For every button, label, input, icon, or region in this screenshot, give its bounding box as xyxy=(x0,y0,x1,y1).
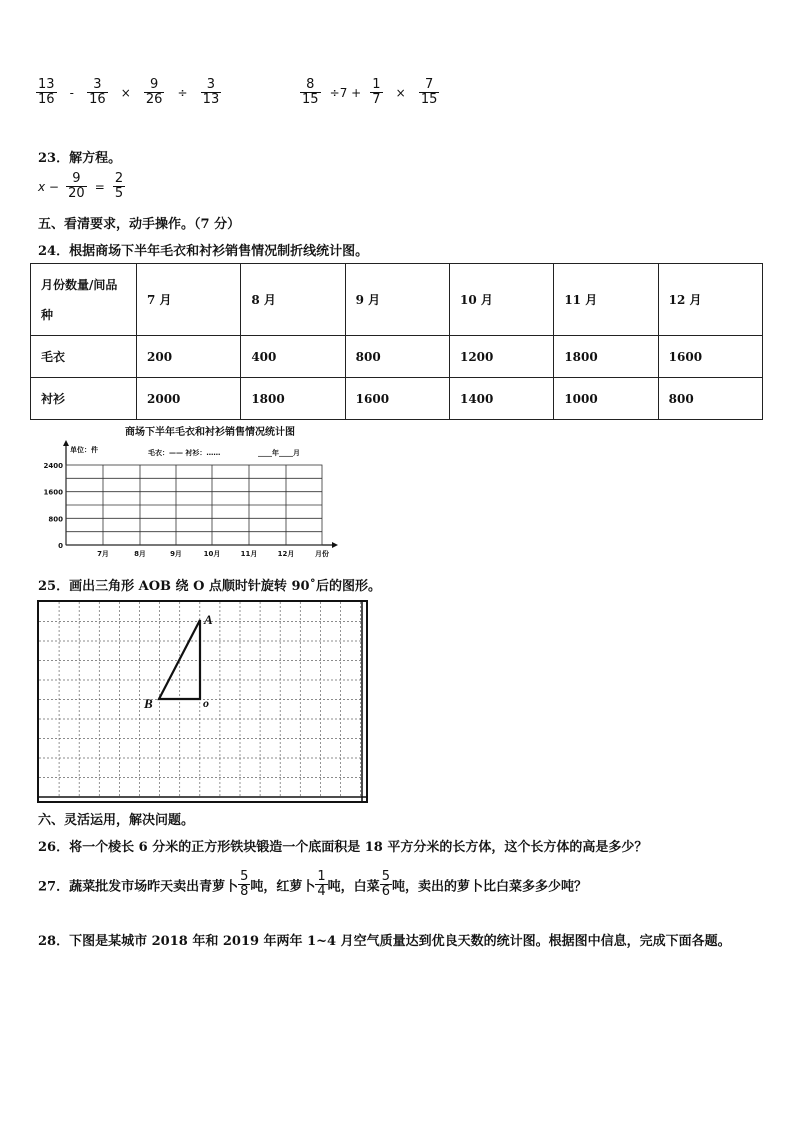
month-header: 11 月 xyxy=(554,264,658,336)
label-b: B xyxy=(144,696,153,711)
row-label: 衬衫 xyxy=(31,378,137,420)
table-cell: 1800 xyxy=(241,378,345,420)
rotation-grid xyxy=(37,600,369,804)
x-tick-label: 8月 xyxy=(134,550,146,558)
x-axis-unit: 月份 xyxy=(315,550,329,558)
label-a: A xyxy=(204,612,213,627)
label-o: o xyxy=(203,696,209,710)
table-cell: 1800 xyxy=(554,336,658,378)
table-cell: 200 xyxy=(137,336,241,378)
fraction: $\frac{1}{4}$ xyxy=(317,869,326,900)
fraction: $\frac{9}{20}$ xyxy=(68,171,85,202)
table-corner-cell: 月份数量/间品种 xyxy=(31,264,137,336)
question-28: 28．下图是某城市 2018 年和 2019 年两年 1~4 月空气质量达到优良天数的统计图。根据图中信息，完成下面各题。 xyxy=(38,934,731,949)
question-26: 26．将一个棱长 6 分米的正方形铁块锻造一个底面积是 18 平方分米的长方体，这个长方体的高是多少？ xyxy=(38,840,648,855)
table-cell: 400 xyxy=(241,336,345,378)
expression-1: $\frac{13}{16}$ - $\frac{3}{16}$ × $\frac{9}{26}$ ÷ $\frac{3}{13}$ xyxy=(38,77,220,108)
x-tick-label: 12月 xyxy=(277,550,295,558)
fraction: $\frac{5}{8}$ xyxy=(240,869,249,900)
fraction: $\frac{1}{7}$ xyxy=(372,77,381,108)
table-row xyxy=(31,336,763,378)
y-tick-label: 800 xyxy=(48,515,63,524)
month-header: 9 月 xyxy=(345,264,449,336)
table-cell: 1000 xyxy=(554,378,658,420)
y-axis-arrow xyxy=(63,440,69,446)
table-cell: 1400 xyxy=(449,378,553,420)
table-cell: 1600 xyxy=(658,336,762,378)
fraction: $\frac{9}{26}$ xyxy=(145,77,163,108)
x-tick-labels xyxy=(97,549,329,558)
section-6-heading: 六、灵活运用，解决问题。 xyxy=(38,813,195,828)
month-header: 10 月 xyxy=(449,264,553,336)
table-header-row xyxy=(31,264,763,336)
y-tick-labels xyxy=(44,462,64,550)
month-header: 12 月 xyxy=(658,264,762,336)
equation: x − $\frac{9}{20}$ = $\frac{2}{5}$ xyxy=(38,171,124,202)
fraction: $\frac{3}{13}$ xyxy=(202,77,220,108)
chart-date-blank: ____年____月 xyxy=(258,449,300,457)
table-cell: 800 xyxy=(345,336,449,378)
table-row xyxy=(31,378,763,420)
fraction: $\frac{5}{6}$ xyxy=(381,869,390,900)
fraction: $\frac{3}{16}$ xyxy=(89,77,106,108)
table-cell: 1600 xyxy=(345,378,449,420)
sales-table xyxy=(30,263,763,420)
x-axis-arrow xyxy=(332,542,338,548)
chart-legend: 毛衣：—— 衬衫：…… xyxy=(148,449,221,457)
month-header: 8 月 xyxy=(241,264,345,336)
table-cell: 800 xyxy=(658,378,762,420)
question-23-title: 23．解方程。 xyxy=(38,151,122,166)
fraction: $\frac{8}{15}$ xyxy=(302,77,319,108)
question-27: 27．蔬菜批发市场昨天卖出青萝卜 $\frac{5}{8}$ 吨，红萝卜 $\frac{1}{4}$ 吨，白菜 $\frac{5}{6}$ 吨，卖出的萝卜比白菜多多少吨？ xyxy=(38,869,587,900)
y-tick-label: 2400 xyxy=(43,462,63,470)
x-tick-label: 7月 xyxy=(97,550,109,558)
fraction: $\frac{7}{15}$ xyxy=(420,77,438,108)
table-cell: 1200 xyxy=(449,336,553,378)
chart-title: 商场下半年毛衣和衬衫销售情况统计图 xyxy=(125,427,295,438)
x-tick-label: 10月 xyxy=(203,550,221,558)
y-tick-label: 1600 xyxy=(43,488,63,497)
question-24-title: 24．根据商场下半年毛衣和衬衫销售情况制折线统计图。 xyxy=(38,244,369,259)
table-cell: 2000 xyxy=(137,378,241,420)
row-label: 毛衣 xyxy=(31,336,137,378)
fraction: $\frac{13}{16}$ xyxy=(38,77,55,108)
section-5-heading: 五、看清要求，动手操作。（7 分） xyxy=(38,217,241,232)
x-tick-label: 9月 xyxy=(170,550,182,558)
chart-unit-label: 单位：件 xyxy=(70,446,98,454)
blank-line-chart xyxy=(30,422,350,562)
fraction: $\frac{2}{5}$ xyxy=(114,171,124,202)
question-25-title: 25．画出三角形 AOB 绕 O 点顺时针旋转 90˚后的图形。 xyxy=(38,579,382,594)
y-tick-label: 0 xyxy=(58,542,63,550)
x-tick-label: 11月 xyxy=(240,550,258,558)
chart-grid xyxy=(66,465,322,545)
expression-2: $\frac{8}{15}$ ÷7 + $\frac{1}{7}$ × $\frac{7}{15}$ xyxy=(302,77,438,108)
month-header: 7 月 xyxy=(137,264,241,336)
